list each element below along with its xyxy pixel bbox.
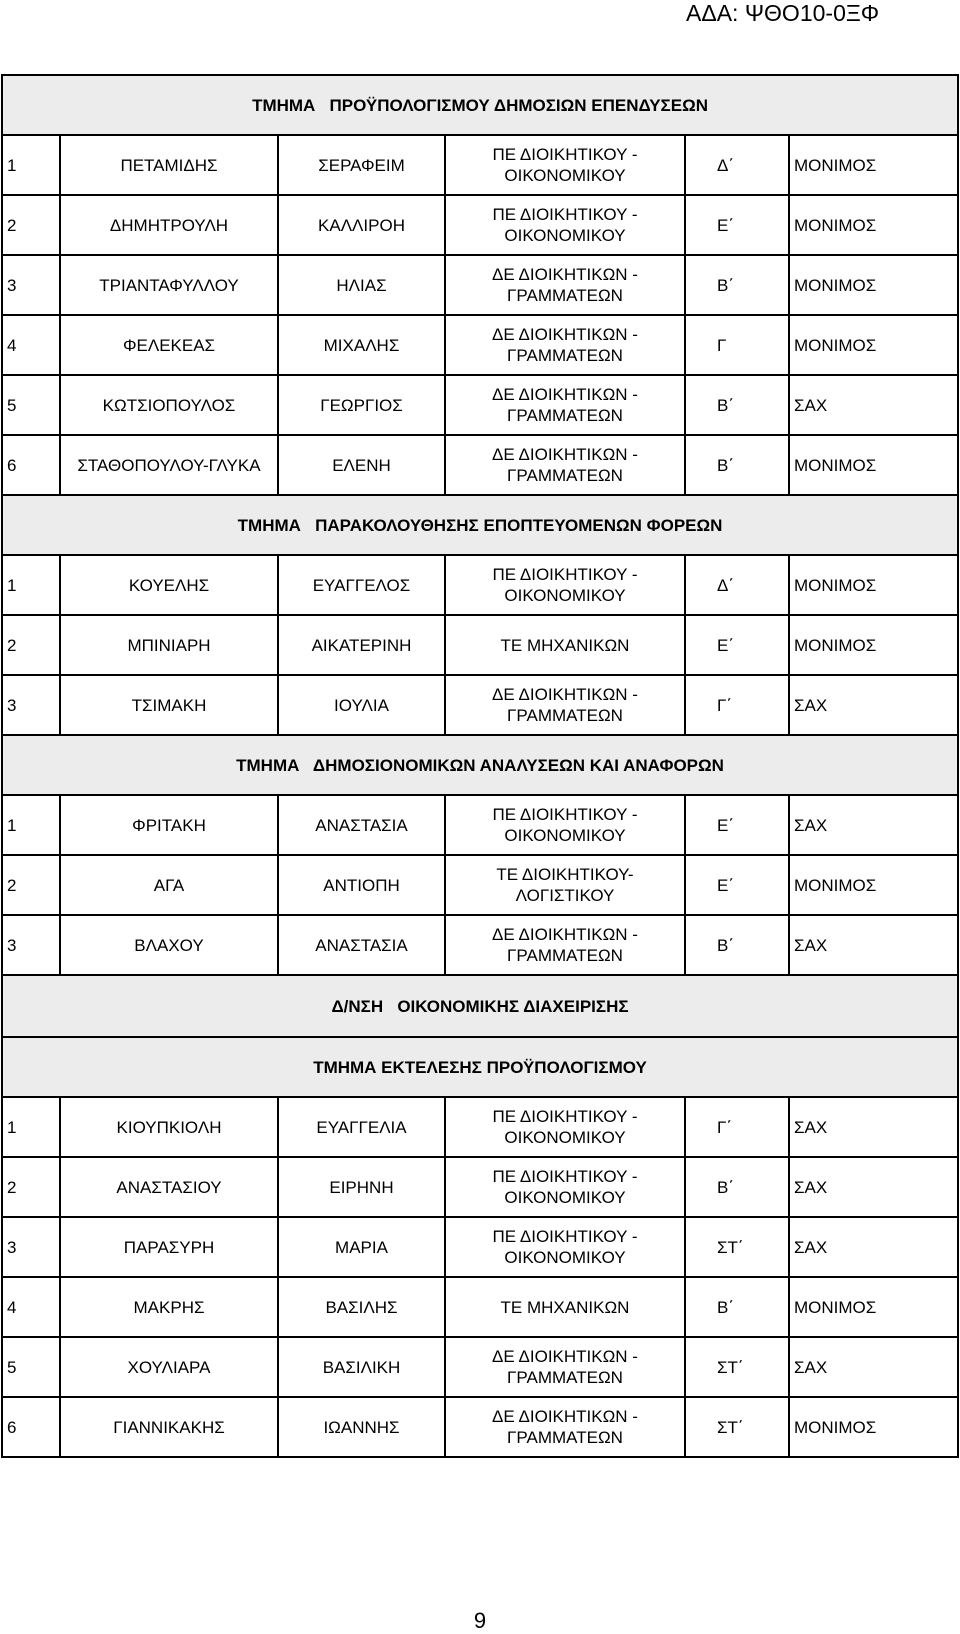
category-line: ΔΕ ΔΙΟΙΚΗΤΙΚΩΝ - — [492, 385, 638, 404]
status-cell: ΜΟΝΙΜΟΣ — [789, 135, 958, 195]
grade-cell — [685, 855, 789, 915]
grade-cell — [685, 435, 789, 495]
table-row — [2, 375, 958, 435]
staff-table — [1, 74, 959, 1458]
category-cell — [445, 675, 685, 735]
grade-cell — [685, 1277, 789, 1337]
status-cell: ΣΑΧ — [789, 1097, 958, 1157]
category-line: ΛΟΓΙΣΤΙΚΟΥ — [515, 886, 615, 905]
status-cell: ΣΑΧ — [789, 795, 958, 855]
status-cell: ΣΑΧ — [789, 675, 958, 735]
category-line: ΔΕ ΔΙΟΙΚΗΤΙΚΩΝ - — [492, 1407, 638, 1426]
table-row — [2, 1157, 958, 1217]
first-name-cell: ΑΝΤΙΟΠΗ — [278, 855, 445, 915]
row-number: 3 — [2, 255, 60, 315]
category-line: ΔΕ ΔΙΟΙΚΗΤΙΚΩΝ - — [492, 265, 638, 284]
section-title: ΤΜΗΜΑ ΠΑΡΑΚΟΛΟΥΘΗΣΗΣ ΕΠΟΠΤΕΥΟΜΕΝΩΝ ΦΟΡΕΩΝ — [2, 495, 958, 555]
grade-value: Γ — [717, 335, 727, 355]
row-number: 6 — [2, 435, 60, 495]
category-line: ΠΕ ΔΙΟΙΚΗΤΙΚΟΥ - — [492, 1107, 638, 1126]
first-name-cell: ΕΛΕΝΗ — [278, 435, 445, 495]
table-row — [2, 135, 958, 195]
table-row — [2, 1277, 958, 1337]
section-title: ΤΜΗΜΑ ΔΗΜΟΣΙΟΝΟΜΙΚΩΝ ΑΝΑΛΥΣΕΩΝ ΚΑΙ ΑΝΑΦΟΡΩΝ — [2, 735, 958, 795]
surname-cell: ΧΟΥΛΙΑΡΑ — [60, 1337, 278, 1397]
category-line: ΤΕ ΜΗΧΑΝΙΚΩΝ — [500, 1297, 630, 1317]
category-line: ΓΡΑΜΜΑΤΕΩΝ — [507, 706, 623, 725]
table-row — [2, 915, 958, 975]
surname-cell: ΜΑΚΡΗΣ — [60, 1277, 278, 1337]
category-line: ΔΕ ΔΙΟΙΚΗΤΙΚΩΝ - — [492, 445, 638, 464]
category-cell — [445, 255, 685, 315]
grade-cell — [685, 795, 789, 855]
status-cell: ΣΑΧ — [789, 1157, 958, 1217]
section-header-row — [2, 1037, 958, 1097]
category-line: ΤΕ ΜΗΧΑΝΙΚΩΝ — [500, 635, 630, 655]
grade-cell — [685, 315, 789, 375]
category-line: ΓΡΑΜΜΑΤΕΩΝ — [507, 286, 623, 305]
row-number: 2 — [2, 195, 60, 255]
row-number: 4 — [2, 1277, 60, 1337]
category-line: ΟΙΚΟΝΟΜΙΚΟΥ — [504, 1248, 626, 1267]
grade-cell — [685, 1217, 789, 1277]
surname-cell: ΤΡΙΑΝΤΑΦΥΛΛΟΥ — [60, 255, 278, 315]
category-line: ΓΡΑΜΜΑΤΕΩΝ — [507, 466, 623, 485]
section-header-row — [2, 495, 958, 555]
grade-value: Β΄ — [717, 935, 734, 955]
section-header-row — [2, 735, 958, 795]
staff-table-body — [2, 75, 958, 1457]
category-line: ΔΕ ΔΙΟΙΚΗΤΙΚΩΝ - — [492, 685, 638, 704]
category-line: ΓΡΑΜΜΑΤΕΩΝ — [507, 346, 623, 365]
category-cell — [445, 435, 685, 495]
row-number: 1 — [2, 555, 60, 615]
grade-value: Δ΄ — [717, 155, 735, 175]
status-cell: ΜΟΝΙΜΟΣ — [789, 255, 958, 315]
category-line: ΟΙΚΟΝΟΜΙΚΟΥ — [504, 226, 626, 245]
surname-cell: ΠΑΡΑΣΥΡΗ — [60, 1217, 278, 1277]
category-line: ΟΙΚΟΝΟΜΙΚΟΥ — [504, 1128, 626, 1147]
grade-cell — [685, 615, 789, 675]
first-name-cell: ΜΙΧΑΛΗΣ — [278, 315, 445, 375]
grade-value: ΣΤ΄ — [717, 1237, 744, 1257]
status-cell: ΜΟΝΙΜΟΣ — [789, 855, 958, 915]
surname-cell: ΤΣΙΜΑΚΗ — [60, 675, 278, 735]
table-row — [2, 855, 958, 915]
table-row — [2, 1217, 958, 1277]
grade-cell — [685, 675, 789, 735]
surname-cell: ΦΕΛΕΚΕΑΣ — [60, 315, 278, 375]
grade-value: Δ΄ — [717, 575, 735, 595]
status-cell: ΣΑΧ — [789, 915, 958, 975]
row-number: 6 — [2, 1397, 60, 1457]
first-name-cell: ΒΑΣΙΛΙΚΗ — [278, 1337, 445, 1397]
category-line: ΠΕ ΔΙΟΙΚΗΤΙΚΟΥ - — [492, 145, 638, 164]
grade-cell — [685, 1097, 789, 1157]
row-number: 5 — [2, 1337, 60, 1397]
directorate-title: Δ/ΝΣΗ ΟΙΚΟΝΟΜΙΚΗΣ ΔΙΑΧΕΙΡΙΣΗΣ — [2, 975, 958, 1037]
grade-cell — [685, 1397, 789, 1457]
category-line: ΓΡΑΜΜΑΤΕΩΝ — [507, 1428, 623, 1447]
status-cell: ΜΟΝΙΜΟΣ — [789, 555, 958, 615]
category-line: ΓΡΑΜΜΑΤΕΩΝ — [507, 1368, 623, 1387]
grade-value: ΣΤ΄ — [717, 1417, 744, 1437]
category-cell — [445, 1217, 685, 1277]
category-cell — [445, 1337, 685, 1397]
category-line: ΔΕ ΔΙΟΙΚΗΤΙΚΩΝ - — [492, 1347, 638, 1366]
ada-code: ΑΔΑ: ΨΘΟ10-0ΞΦ — [686, 0, 880, 26]
surname-cell: ΑΓΑ — [60, 855, 278, 915]
surname-cell: ΒΛΑΧΟΥ — [60, 915, 278, 975]
category-line: ΠΕ ΔΙΟΙΚΗΤΙΚΟΥ - — [492, 805, 638, 824]
section-header-row — [2, 75, 958, 135]
grade-cell — [685, 1157, 789, 1217]
table-row — [2, 795, 958, 855]
status-cell: ΣΑΧ — [789, 375, 958, 435]
grade-value: Ε΄ — [717, 635, 734, 655]
category-cell — [445, 795, 685, 855]
category-cell — [445, 915, 685, 975]
grade-value: Γ΄ — [717, 1117, 733, 1137]
table-row — [2, 1337, 958, 1397]
first-name-cell: ΑΝΑΣΤΑΣΙΑ — [278, 915, 445, 975]
status-cell: ΣΑΧ — [789, 1217, 958, 1277]
category-cell — [445, 195, 685, 255]
grade-cell — [685, 135, 789, 195]
category-cell — [445, 1157, 685, 1217]
grade-value: ΣΤ΄ — [717, 1357, 744, 1377]
grade-value: Γ΄ — [717, 695, 733, 715]
category-cell — [445, 555, 685, 615]
grade-value: Β΄ — [717, 455, 734, 475]
category-cell — [445, 1277, 685, 1337]
table-row — [2, 195, 958, 255]
row-number: 2 — [2, 855, 60, 915]
row-number: 2 — [2, 1157, 60, 1217]
status-cell: ΣΑΧ — [789, 1337, 958, 1397]
status-cell: ΜΟΝΙΜΟΣ — [789, 1397, 958, 1457]
grade-cell — [685, 915, 789, 975]
first-name-cell: ΕΥΑΓΓΕΛΙΑ — [278, 1097, 445, 1157]
category-cell — [445, 1097, 685, 1157]
page-number: 9 — [473, 1608, 487, 1633]
category-cell — [445, 315, 685, 375]
first-name-cell: ΕΥΑΓΓΕΛΟΣ — [278, 555, 445, 615]
row-number: 2 — [2, 615, 60, 675]
grade-cell — [685, 255, 789, 315]
row-number: 1 — [2, 135, 60, 195]
status-cell: ΜΟΝΙΜΟΣ — [789, 435, 958, 495]
grade-value: Β΄ — [717, 395, 734, 415]
row-number: 3 — [2, 915, 60, 975]
directorate-header-row — [2, 975, 958, 1037]
row-number: 4 — [2, 315, 60, 375]
first-name-cell: ΑΙΚΑΤΕΡΙΝΗ — [278, 615, 445, 675]
table-row — [2, 255, 958, 315]
surname-cell: ΓΙΑΝΝΙΚΑΚΗΣ — [60, 1397, 278, 1457]
row-number: 3 — [2, 1217, 60, 1277]
category-line: ΠΕ ΔΙΟΙΚΗΤΙΚΟΥ - — [492, 1167, 638, 1186]
category-line: ΟΙΚΟΝΟΜΙΚΟΥ — [504, 166, 626, 185]
grade-value: Β΄ — [717, 1177, 734, 1197]
category-line: ΓΡΑΜΜΑΤΕΩΝ — [507, 406, 623, 425]
section-title: ΤΜΗΜΑ ΕΚΤΕΛΕΣΗΣ ΠΡΟΫΠΟΛΟΓΙΣΜΟΥ — [2, 1037, 958, 1097]
grade-cell — [685, 1337, 789, 1397]
grade-value: Β΄ — [717, 275, 734, 295]
category-line: ΠΕ ΔΙΟΙΚΗΤΙΚΟΥ - — [492, 205, 638, 224]
category-cell — [445, 1397, 685, 1457]
category-cell — [445, 135, 685, 195]
first-name-cell: ΚΑΛΛΙΡΟΗ — [278, 195, 445, 255]
category-line: ΓΡΑΜΜΑΤΕΩΝ — [507, 946, 623, 965]
table-row — [2, 1097, 958, 1157]
surname-cell: ΠΕΤΑΜΙΔΗΣ — [60, 135, 278, 195]
surname-cell: ΚΟΥΕΛΗΣ — [60, 555, 278, 615]
category-cell — [445, 375, 685, 435]
first-name-cell: ΙΩΑΝΝΗΣ — [278, 1397, 445, 1457]
first-name-cell: ΓΕΩΡΓΙΟΣ — [278, 375, 445, 435]
surname-cell: ΦΡΙΤΑΚΗ — [60, 795, 278, 855]
grade-cell — [685, 555, 789, 615]
surname-cell: ΚΩΤΣΙΟΠΟΥΛΟΣ — [60, 375, 278, 435]
first-name-cell: ΑΝΑΣΤΑΣΙΑ — [278, 795, 445, 855]
row-number: 3 — [2, 675, 60, 735]
category-cell — [445, 615, 685, 675]
status-cell: ΜΟΝΙΜΟΣ — [789, 195, 958, 255]
table-row — [2, 675, 958, 735]
first-name-cell: ΗΛΙΑΣ — [278, 255, 445, 315]
grade-cell — [685, 195, 789, 255]
first-name-cell: ΜΑΡΙΑ — [278, 1217, 445, 1277]
row-number: 1 — [2, 1097, 60, 1157]
row-number: 5 — [2, 375, 60, 435]
category-line: ΟΙΚΟΝΟΜΙΚΟΥ — [504, 1188, 626, 1207]
category-line: ΠΕ ΔΙΟΙΚΗΤΙΚΟΥ - — [492, 565, 638, 584]
grade-cell — [685, 375, 789, 435]
category-line: ΟΙΚΟΝΟΜΙΚΟΥ — [504, 826, 626, 845]
first-name-cell: ΕΙΡΗΝΗ — [278, 1157, 445, 1217]
surname-cell: ΜΠΙΝΙΑΡΗ — [60, 615, 278, 675]
section-title: ΤΜΗΜΑ ΠΡΟΫΠΟΛΟΓΙΣΜΟΥ ΔΗΜΟΣΙΩΝ ΕΠΕΝΔΥΣΕΩΝ — [2, 75, 958, 135]
grade-value: Ε΄ — [717, 875, 734, 895]
table-row — [2, 555, 958, 615]
category-cell — [445, 855, 685, 915]
category-line: ΟΙΚΟΝΟΜΙΚΟΥ — [504, 586, 626, 605]
row-number: 1 — [2, 795, 60, 855]
grade-value: Ε΄ — [717, 215, 734, 235]
status-cell: ΜΟΝΙΜΟΣ — [789, 1277, 958, 1337]
category-line: ΠΕ ΔΙΟΙΚΗΤΙΚΟΥ - — [492, 1227, 638, 1246]
surname-cell: ΔΗΜΗΤΡΟΥΛΗ — [60, 195, 278, 255]
category-line: ΔΕ ΔΙΟΙΚΗΤΙΚΩΝ - — [492, 925, 638, 944]
table-row — [2, 615, 958, 675]
status-cell: ΜΟΝΙΜΟΣ — [789, 315, 958, 375]
first-name-cell: ΙΟΥΛΙΑ — [278, 675, 445, 735]
surname-cell: ΑΝΑΣΤΑΣΙΟΥ — [60, 1157, 278, 1217]
grade-value: Β΄ — [717, 1297, 734, 1317]
category-line: ΔΕ ΔΙΟΙΚΗΤΙΚΩΝ - — [492, 325, 638, 344]
table-row — [2, 315, 958, 375]
table-row — [2, 435, 958, 495]
first-name-cell: ΣΕΡΑΦΕΙΜ — [278, 135, 445, 195]
first-name-cell: ΒΑΣΙΛΗΣ — [278, 1277, 445, 1337]
surname-cell: ΣΤΑΘΟΠΟΥΛΟΥ-ΓΛΥΚΑ — [60, 435, 278, 495]
status-cell: ΜΟΝΙΜΟΣ — [789, 615, 958, 675]
table-row — [2, 1397, 958, 1457]
grade-value: Ε΄ — [717, 815, 734, 835]
category-line: ΤΕ ΔΙΟΙΚΗΤΙΚΟΥ- — [496, 865, 634, 884]
surname-cell: ΚΙΟΥΠΚΙΟΛΗ — [60, 1097, 278, 1157]
